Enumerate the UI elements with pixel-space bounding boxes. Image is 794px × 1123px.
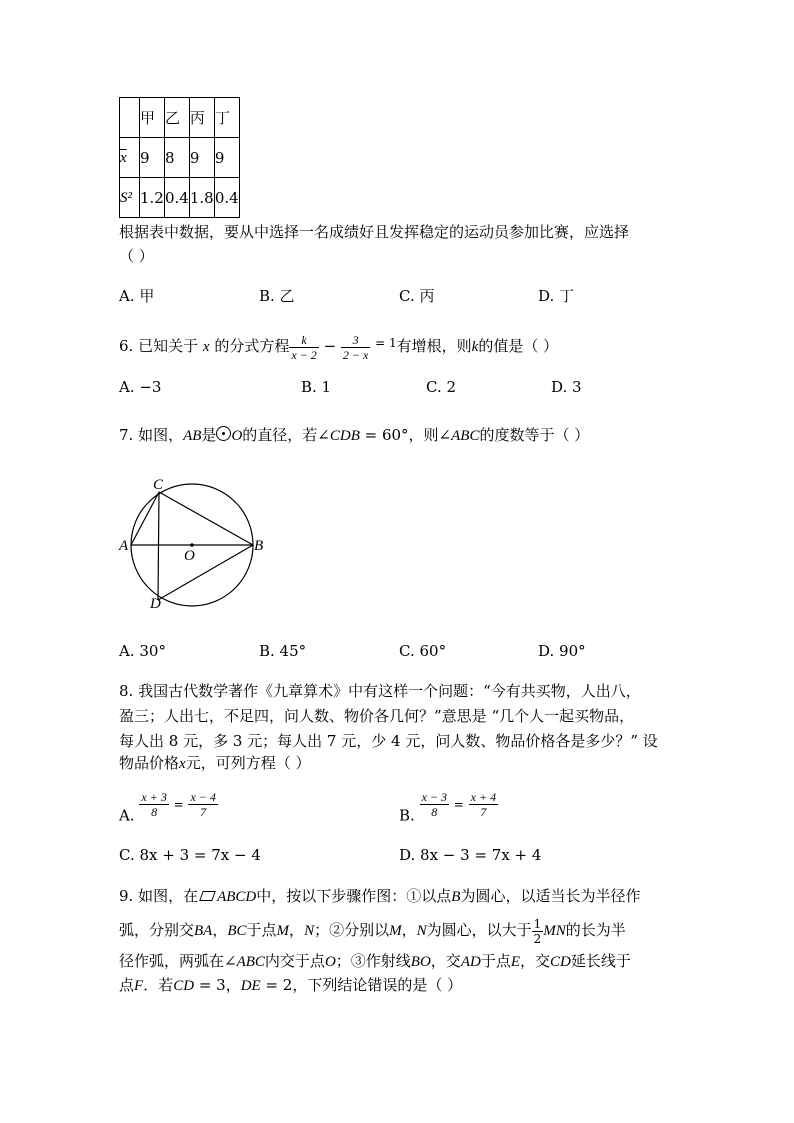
variance-symbol: S² [120,190,132,206]
fraction [341,333,370,362]
q6-mid: 的分式方程 [214,337,290,355]
q9-text: 中，按以下步骤作图：①以点 [256,887,452,905]
q8-option-d: D. 8x − 3 = 7x + 4 [399,846,542,864]
segment-ca [131,492,159,545]
fraction-denominator: 7 [480,805,487,819]
fraction-numerator: 1 [533,916,542,931]
table-cell: 1.8 [189,178,214,218]
q9-text: 内交于点 [264,952,325,970]
q9-text: 弧，分别交 [119,921,195,939]
q9-text: = 3， [194,976,241,994]
q5-text-line2: （ ） [119,247,154,265]
q8-line2: 盈三；人出七，不足四，问人数、物价各几何？”意思是 “几个人一起买物品， [119,707,635,725]
table-cell: 0.4 [165,178,190,218]
table-row [120,98,240,138]
fraction-denominator: 8 [431,805,438,819]
fraction-denominator: x − 2 [291,347,317,362]
q9-text: ， [289,921,305,939]
point-f: F [134,978,144,994]
point-m: M [276,923,290,939]
q6-suffix1: 有增根，则 [396,337,472,355]
option-label: B. [399,806,415,825]
table-cell: 甲 [140,98,165,138]
point-o: O [324,954,336,970]
var-bc: BC [227,923,247,939]
table-cell: 丙 [189,98,214,138]
q9-text: ，交 [520,952,551,970]
equals-one: = 1 [375,336,397,350]
var-abcd: ABCD [217,889,257,905]
q8-option-c: C. 8x + 3 = 7x − 4 [119,846,261,864]
q9-line1 [119,885,640,906]
mean-symbol: $\overline{x}$ [120,150,127,166]
angle-abc: ABC [236,954,265,970]
table-cell [120,98,140,138]
option-label: A. [119,806,135,825]
q9-line3 [119,950,631,971]
fraction [420,790,449,819]
fraction-numerator: k [289,333,318,348]
fraction-denominator: 2 [533,931,542,946]
q9-text: ， [212,921,228,939]
var-x: x [179,756,186,772]
segment-ad: AD [460,954,481,970]
table-cell: 乙 [165,98,190,138]
fraction-numerator: x − 3 [421,790,448,804]
q7-option-a: A. 30° [119,642,166,660]
q9-text: 于点 [246,921,277,939]
q9-text: 为圆心，以适当长为半径作 [460,887,641,905]
segment-cd [158,492,159,600]
table-cell: 8 [165,138,190,178]
angle-abc: ABC [451,428,480,444]
fraction-numerator: x − 4 [190,790,216,804]
var-mn: MN [543,923,566,939]
segment-db [158,545,253,600]
segment-cd: CD [550,954,571,970]
table-cell: 9 [214,138,239,178]
segment-cd: CD [173,978,195,994]
center-point [190,543,194,547]
label-c: C [153,477,164,493]
table-cell: 丁 [214,98,239,138]
point-b: B [451,889,461,905]
fraction [532,917,544,946]
q7-is: 是 [201,426,217,444]
table-row [120,138,240,178]
q6-option-a: A. −3 [119,378,162,396]
q6-option-b: B. 1 [301,378,332,396]
q7-eq: = 60°，则∠ [359,426,452,444]
fraction [469,790,498,819]
var-x: x [202,339,210,355]
q8-line1: 8. 我国古代数学著作《九章算术》中有这样一个问题：“今有共买物，人出八， [119,682,641,700]
q8-option-b [399,790,498,825]
q9-text: 于点 [480,952,511,970]
q5-option-b: B. 乙 [259,287,295,305]
fraction [188,790,217,819]
q8-line4 [119,752,310,773]
label-a: A [119,538,129,554]
table-cell: 1.2 [140,178,165,218]
segment-cb [159,492,253,545]
q5-option-d: D. 丁 [538,287,575,305]
q8-line4a: 物品价格 [119,754,180,772]
q6-suffix2: 的值是（ ） [478,337,559,355]
equals-sign: = [453,797,464,812]
equals-sign: = [173,797,184,812]
angle-cdb: CDB [329,428,360,444]
q9-line2 [119,913,626,948]
label-b: B [254,538,264,554]
point-n: N [416,923,427,939]
parallelogram-icon [199,891,216,901]
table-row [120,178,240,218]
var-ba: BA [194,923,213,939]
q9-text: = 2，下列结论错误的是（ ） [260,976,463,994]
fraction-numerator: 3 [341,333,370,348]
segment-ab: AB [183,428,202,444]
point-o: O [231,428,243,444]
q7-mid: 的直径，若∠ [242,426,330,444]
q8-option-a [119,790,218,825]
q9-text: ；②分别以 [314,921,390,939]
q9-text: ．若 [143,976,174,994]
point-n: N [304,923,315,939]
q6-stem [119,326,558,364]
q9-text: ；③作射线 [335,952,411,970]
minus-sign: − [323,337,337,355]
q7-stem [119,424,589,445]
fraction [139,790,168,819]
label-d: D [150,596,161,612]
q9-text: ， [401,921,417,939]
q9-line4 [119,974,462,995]
var-k: k [471,339,479,355]
circle-figure [112,470,272,615]
fraction-denominator: 7 [200,805,207,819]
q9-text: ，交 [430,952,461,970]
q6-option-c: C. 2 [426,378,457,396]
q8-line4b: 元，可列方程（ ） [185,754,311,772]
table-cell: 9 [140,138,165,178]
fraction-numerator: x + 3 [141,790,167,804]
table-cell [120,178,140,218]
q9-text: 延长线于 [570,952,631,970]
point-e: E [510,954,520,970]
label-o: O [184,548,195,564]
ray-bo: BO [410,954,431,970]
q7-prefix: 7. 如图， [119,426,184,444]
fraction-numerator: x + 4 [470,790,497,804]
q9-text: 点 [119,976,135,994]
table-cell: 0.4 [214,178,239,218]
q5-option-a: A. 甲 [119,287,155,305]
q5-text-line1: 根据表中数据，要从中选择一名成绩好且发挥稳定的运动员参加比赛，应选择 [119,223,630,241]
q6-prefix: 6. 已知关于 [119,337,199,355]
q7-suffix: 的度数等于（ ） [479,426,590,444]
q5-option-c: C. 丙 [399,287,435,305]
table-cell [120,138,140,178]
point-m: M [389,923,402,939]
q9-text: 9. 如图，在 [119,887,199,905]
q8-line3: 每人出 8 元，多 3 元；每人出 7 元，少 4 元，问人数、物品价格各是多少？” 设 [119,732,658,750]
fraction-denominator: 8 [151,805,158,819]
segment-de: DE [240,978,261,994]
stats-table [119,97,240,218]
q9-text: 径作弧，两弧在∠ [119,952,237,970]
q9-text: 为圆心，以大于 [426,921,532,939]
q7-option-b: B. 45° [259,642,307,660]
q7-option-c: C. 60° [399,642,447,660]
fraction-denominator: 2 − x [342,347,369,362]
q6-option-d: D. 3 [551,378,582,396]
fraction [289,333,318,362]
table-cell: 9 [189,138,214,178]
circle-symbol-icon [216,426,231,441]
q7-option-d: D. 90° [538,642,586,660]
q9-text: 的长为半 [565,921,626,939]
